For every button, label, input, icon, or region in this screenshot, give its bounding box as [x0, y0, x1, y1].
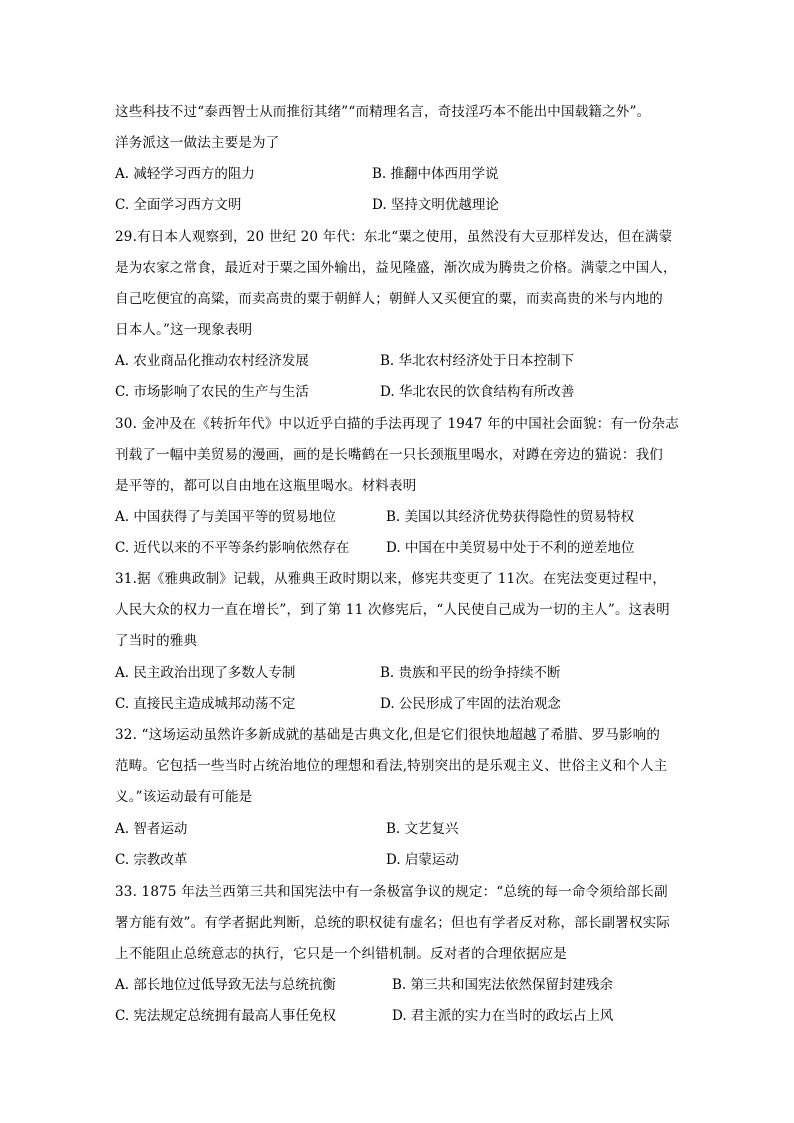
q30-option-a: A. 中国获得了与美国平等的贸易地位 [115, 509, 336, 525]
q33-option-c: C. 宪法规定总统拥有最高人事任免权 [115, 1008, 336, 1024]
q29-option-c: C. 市场影响了农民的生产与生活 [115, 384, 309, 400]
question-31-text: 了当时的雅典 [115, 633, 198, 649]
q32-option-d: D. 启蒙运动 [386, 852, 459, 868]
q31-option-c: C. 直接民主造成城邦动荡不定 [115, 696, 296, 712]
option-a: A. 减轻学习西方的阻力 [115, 166, 255, 182]
q31-option-b: B. 贵族和平民的纷争持续不断 [380, 665, 561, 681]
question-30-text: 刊载了一幅中美贸易的漫画，画的是长嘴鹤在一只长颈瓶里喝水，对蹲在旁边的猫说：我们 [115, 447, 663, 463]
q32-option-a: A. 智者运动 [115, 821, 188, 837]
question-31-text: 31.据《雅典政制》记载，从雅典王政时期以来，修宪共变更了 11次。在宪法变更过程中， [115, 571, 667, 587]
q33-option-b: B. 第三共和国宪法依然保留封建残余 [392, 977, 614, 993]
question-32-text: 32. “这场运动虽然许多新成就的基础是古典文化,但是它们很快地超越了希腊、罗马影响的 [115, 727, 661, 743]
question-29-text: 日本人。”这一现象表明 [115, 322, 253, 338]
option-c: C. 全面学习西方文明 [115, 197, 242, 213]
q33-option-d: D. 君主派的实力在当时的政坛占上风 [392, 1008, 614, 1024]
q29-option-a: A. 农业商品化推动农村经济发展 [115, 353, 309, 369]
question-text: 这些科技不过“泰西智士从而推衍其绪”“而精理名言，奇技淫巧本不能出中国载籍之外”。 [115, 104, 651, 120]
question-text: 洋务派这一做法主要是为了 [115, 135, 280, 151]
question-29-text: 是为农家之常食，最近对于粟之国外输出，益见隆盛，渐次成为腾贵之价格。满蒙之中国人， [115, 260, 677, 276]
question-33-text: 33. 1875 年法兰西第三共和国宪法中有一条极富争议的规定：“总统的每一命令须给部长副 [115, 884, 668, 900]
question-31-text: 人民大众的权力一直在增长”，到了第 11 次修宪后，“人民使自己成为一切的主人”。这表明 [115, 602, 670, 618]
q31-option-a: A. 民主政治出现了多数人专制 [115, 665, 296, 681]
q31-option-d: D. 公民形成了牢固的法治观念 [380, 696, 561, 712]
question-32-text: 范畴。它包括一些当时占统治地位的理想和看法,特别突出的是乐观主义、世俗主义和个人主 [115, 758, 668, 774]
question-32-text: 义。”该运动最有可能是 [115, 789, 253, 805]
q32-option-c: C. 宗教改革 [115, 852, 188, 868]
q30-option-c: C. 近代以来的不平等条约影响依然存在 [115, 540, 350, 556]
q30-option-b: B. 美国以其经济优势获得隐性的贸易特权 [386, 509, 635, 525]
question-29-text: 自己吃便宜的高粱，而卖高贵的粟于朝鲜人；朝鲜人又买便宜的粟，而卖高贵的米与内地的 [115, 291, 663, 307]
q32-option-b: B. 文艺复兴 [386, 821, 459, 837]
q29-option-d: D. 华北农民的饮食结构有所改善 [380, 384, 575, 400]
option-b: B. 推翻中体西用学说 [372, 166, 499, 182]
question-30-text: 30. 金冲及在《转折年代》中以近乎白描的手法再现了 1947 年的中国社会面貌：有一份杂志 [115, 416, 679, 432]
question-30-text: 是平等的，都可以自由地在这瓶里喝水。材料表明 [115, 478, 417, 494]
q29-option-b: B. 华北农村经济处于日本控制下 [380, 353, 575, 369]
option-d: D. 坚持文明优越理论 [372, 197, 499, 213]
q33-option-a: A. 部长地位过低导致无法与总统抗衡 [115, 977, 336, 993]
question-33-text: 上不能阻止总统意志的执行，它只是一个纠错机制。反对者的合理依据应是 [115, 946, 568, 962]
q30-option-d: D. 中国在中美贸易中处于不利的逆差地位 [386, 540, 635, 556]
question-29-text: 29.有日本人观察到，20 世纪 20 年代：东北“粟之使用，虽然没有大豆那样发达，但在满蒙 [115, 229, 673, 245]
question-33-text: 署方能有效”。有学者据此判断，总统的职权徒有虚名；但也有学者反对称，部长副署权实际 [115, 915, 671, 931]
